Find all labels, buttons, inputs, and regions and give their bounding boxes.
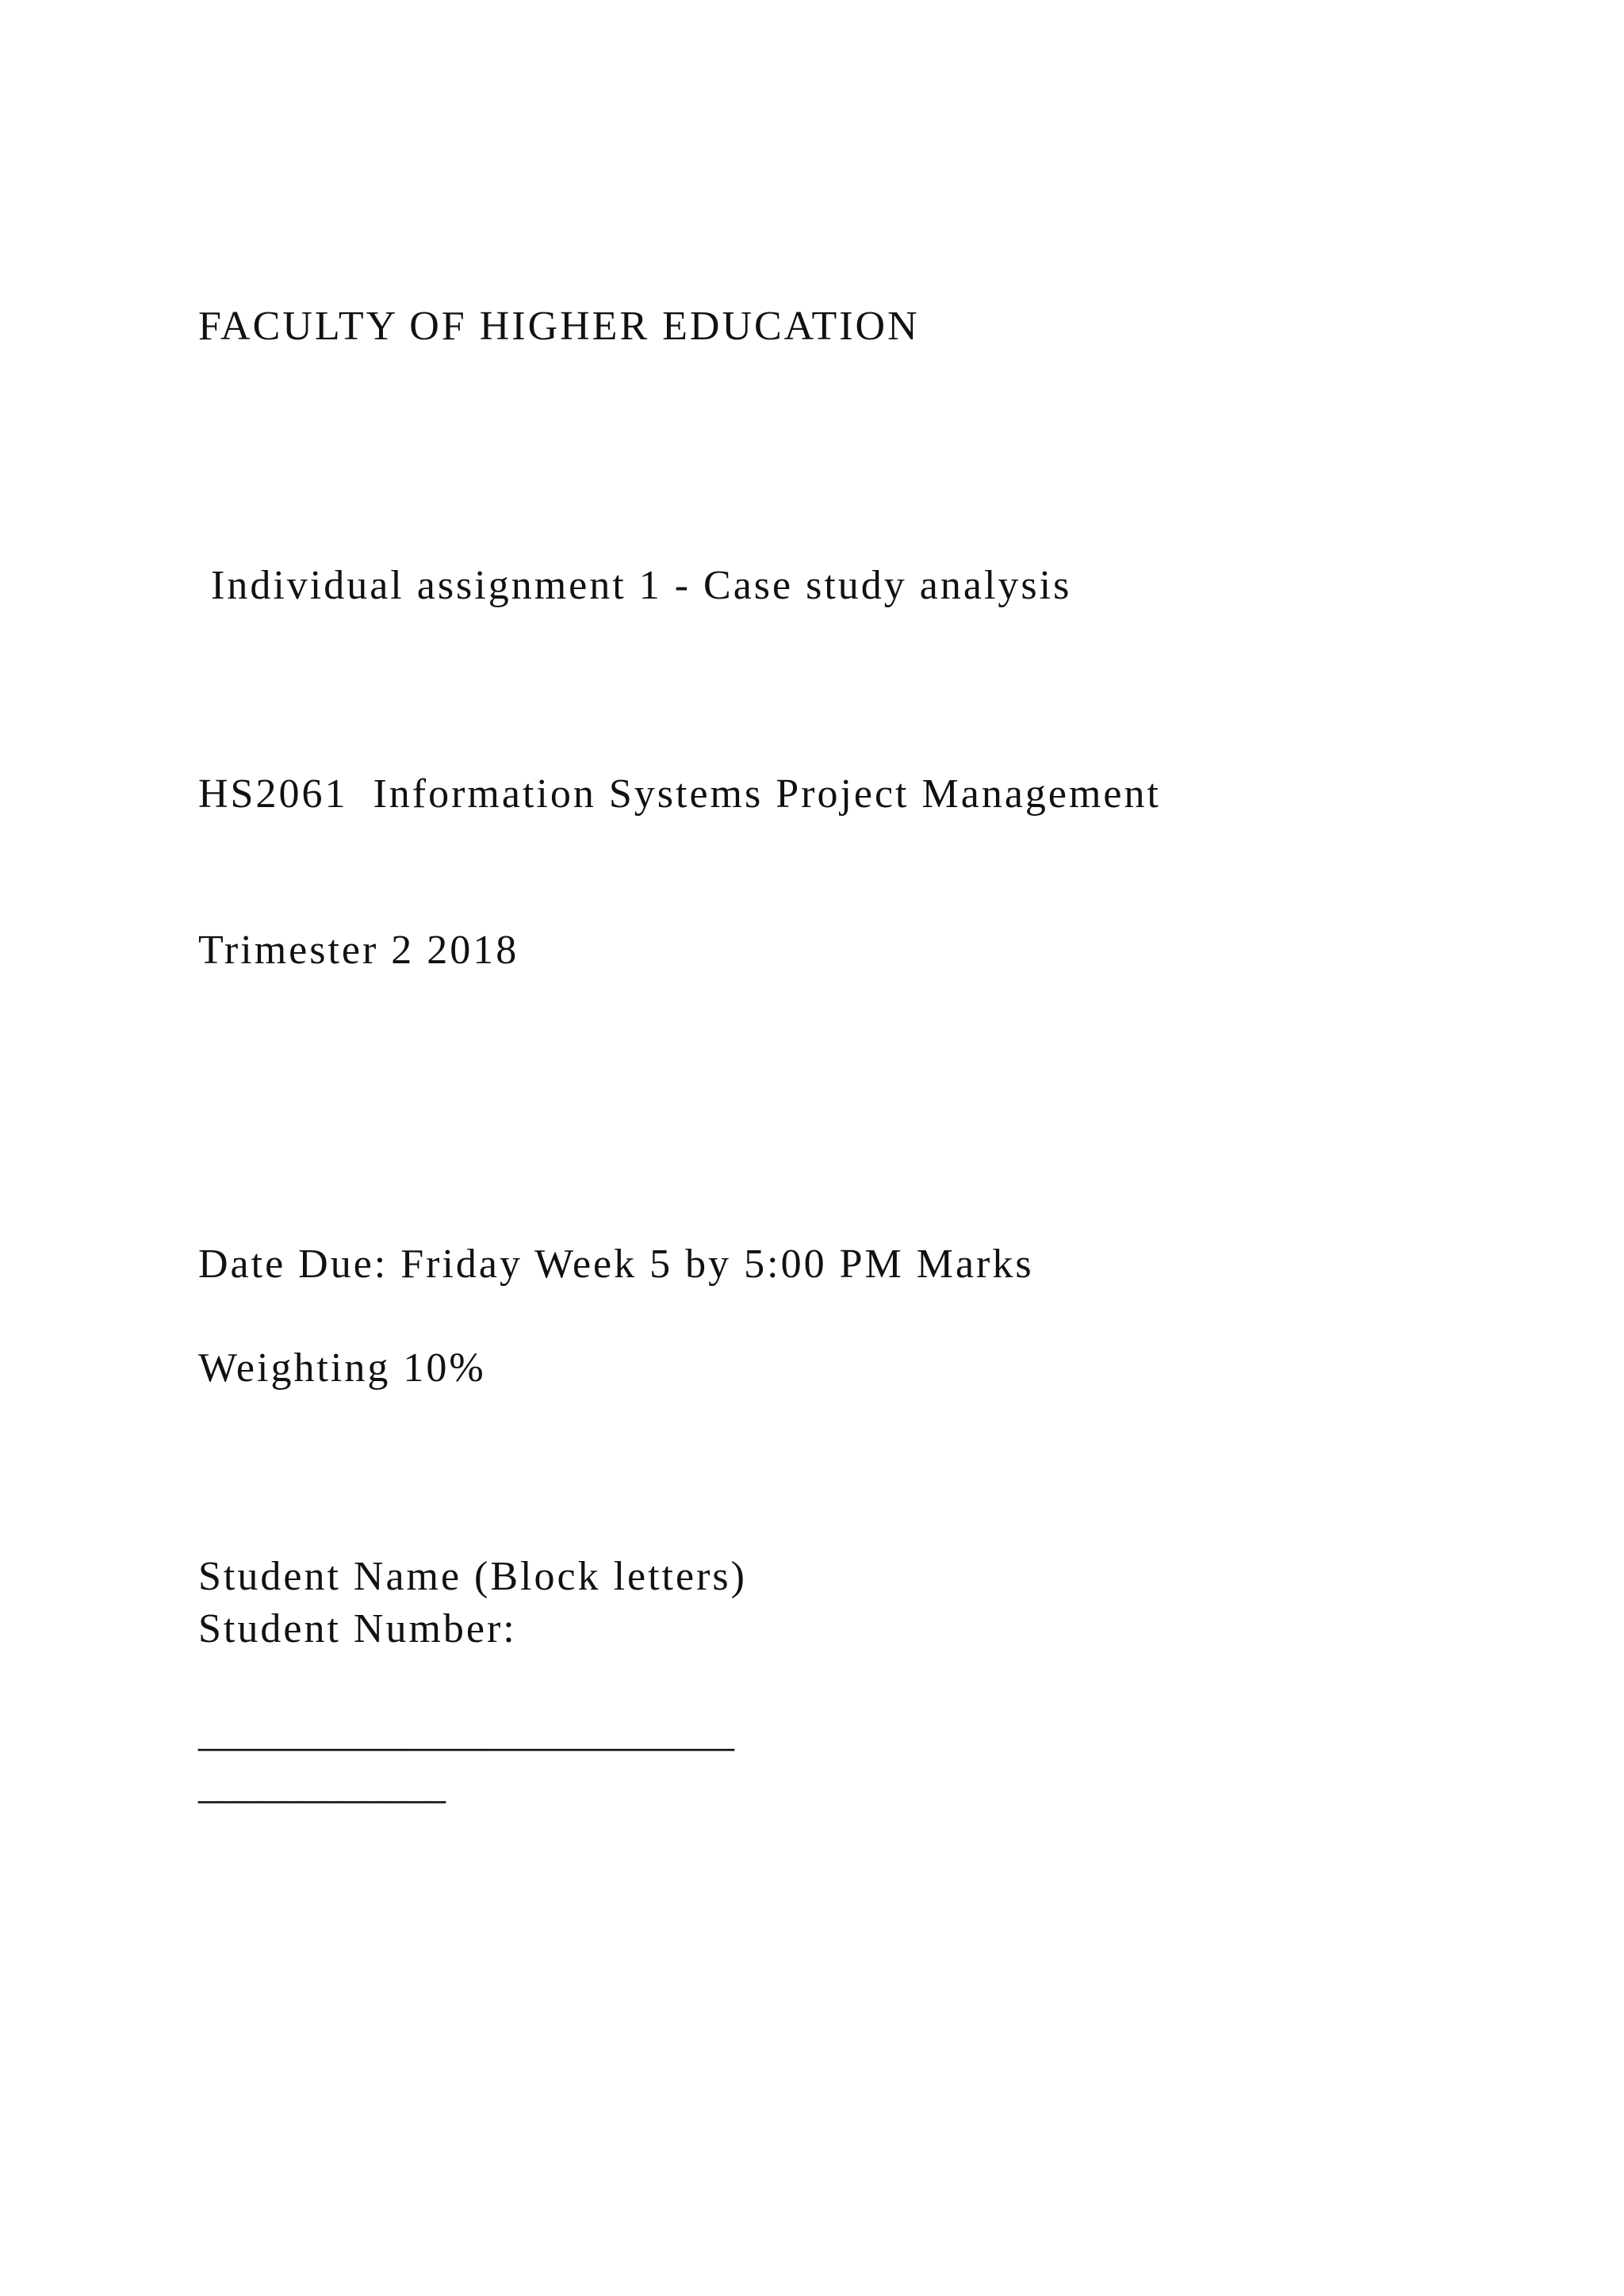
weighting-text: Weighting 10% [198,1345,486,1391]
trimester-text: Trimester 2 2018 [198,928,519,973]
student-number-label: Student Number: [198,1606,517,1651]
signature-blank-line: __________________________ [198,1710,734,1755]
faculty-heading: FACULTY OF HIGHER EDUCATION [198,304,920,349]
signature-blank-line-short: ____________ [198,1762,446,1808]
student-name-label: Student Name (Block letters) [198,1554,747,1599]
course-title: HS2061 Information Systems Project Management [198,771,1161,817]
due-date-text: Date Due: Friday Week 5 by 5:00 PM Marks [198,1242,1034,1287]
assignment-title: Individual assignment 1 - Case study analysis [211,563,1072,608]
